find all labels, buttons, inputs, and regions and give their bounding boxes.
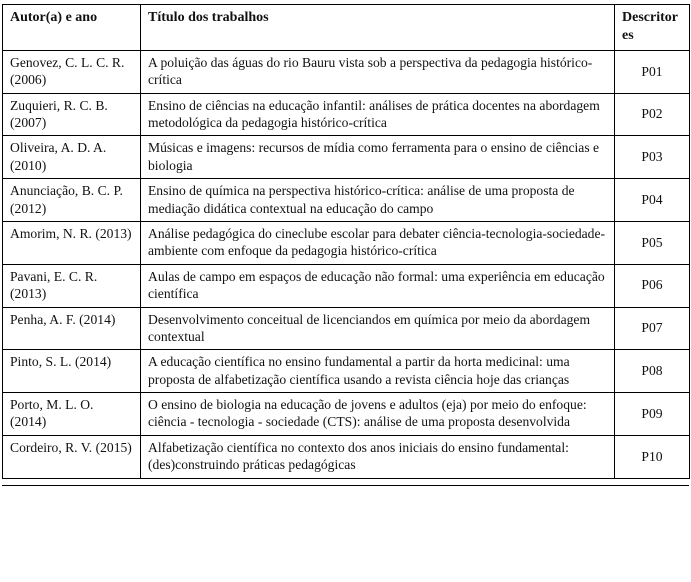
table-header-row — [3, 5, 690, 51]
table-row — [3, 393, 690, 436]
title-cell: A poluição das águas do rio Bauru vista sob a perspectiva da pedagogia histórico-crítica — [141, 50, 615, 93]
column-header-author: Autor(a) e ano — [3, 5, 141, 51]
title-cell: Desenvolvimento conceitual de licenciandos em química por meio da abordagem contextual — [141, 307, 615, 350]
title-cell: Músicas e imagens: recursos de mídia como ferramenta para o ensino de ciências e biologia — [141, 136, 615, 179]
descriptor-cell: P08 — [615, 350, 690, 393]
descriptor-cell: P01 — [615, 50, 690, 93]
descriptor-cell: P10 — [615, 435, 690, 478]
author-cell: Amorim, N. R. (2013) — [3, 221, 141, 264]
table-row — [3, 50, 690, 93]
author-cell: Zuquieri, R. C. B. (2007) — [3, 93, 141, 136]
author-cell: Porto, M. L. O. (2014) — [3, 393, 141, 436]
title-cell: Alfabetização científica no contexto dos anos iniciais do ensino fundamental: (des)construindo práticas pedagógicas — [141, 435, 615, 478]
descriptor-cell: P06 — [615, 264, 690, 307]
column-header-title: Título dos trabalhos — [141, 5, 615, 51]
title-cell: O ensino de biologia na educação de jovens e adultos (eja) por meio do enfoque: ciência - tecnologia - sociedade (CTS): análise de uma proposta desenvolvida — [141, 393, 615, 436]
title-cell: A educação científica no ensino fundamental a partir da horta medicinal: uma proposta de alfabetização científica usando a revista ciência hoje das crianças — [141, 350, 615, 393]
table-row — [3, 93, 690, 136]
title-cell: Ensino de química na perspectiva histórico-crítica: análise de uma proposta de mediação didática contextual na educação do campo — [141, 179, 615, 222]
table-row — [3, 264, 690, 307]
column-header-descriptors: Descritores — [615, 5, 690, 51]
descriptor-cell: P09 — [615, 393, 690, 436]
author-cell: Oliveira, A. D. A. (2010) — [3, 136, 141, 179]
descriptor-cell: P07 — [615, 307, 690, 350]
title-cell: Aulas de campo em espaços de educação não formal: uma experiência em educação científica — [141, 264, 615, 307]
title-cell: Ensino de ciências na educação infantil: análises de prática docentes na abordagem metodológica da pedagogia histórico-crítica — [141, 93, 615, 136]
descriptor-cell: P05 — [615, 221, 690, 264]
table-row — [3, 307, 690, 350]
table-body — [3, 50, 690, 478]
table-row — [3, 435, 690, 478]
author-cell: Cordeiro, R. V. (2015) — [3, 435, 141, 478]
table-row — [3, 136, 690, 179]
author-cell: Genovez, C. L. C. R. (2006) — [3, 50, 141, 93]
descriptor-cell: P04 — [615, 179, 690, 222]
author-cell: Anunciação, B. C. P. (2012) — [3, 179, 141, 222]
works-table — [2, 4, 690, 479]
table-row — [3, 221, 690, 264]
table-row — [3, 350, 690, 393]
title-cell: Análise pedagógica do cineclube escolar para debater ciência-tecnologia-sociedade-ambiente com enfoque da pedagogia histórico-crítica — [141, 221, 615, 264]
author-cell: Penha, A. F. (2014) — [3, 307, 141, 350]
author-cell: Pinto, S. L. (2014) — [3, 350, 141, 393]
descriptor-cell: P03 — [615, 136, 690, 179]
table-row — [3, 179, 690, 222]
table-bottom-rule — [2, 485, 689, 486]
descriptor-cell: P02 — [615, 93, 690, 136]
author-cell: Pavani, E. C. R. (2013) — [3, 264, 141, 307]
